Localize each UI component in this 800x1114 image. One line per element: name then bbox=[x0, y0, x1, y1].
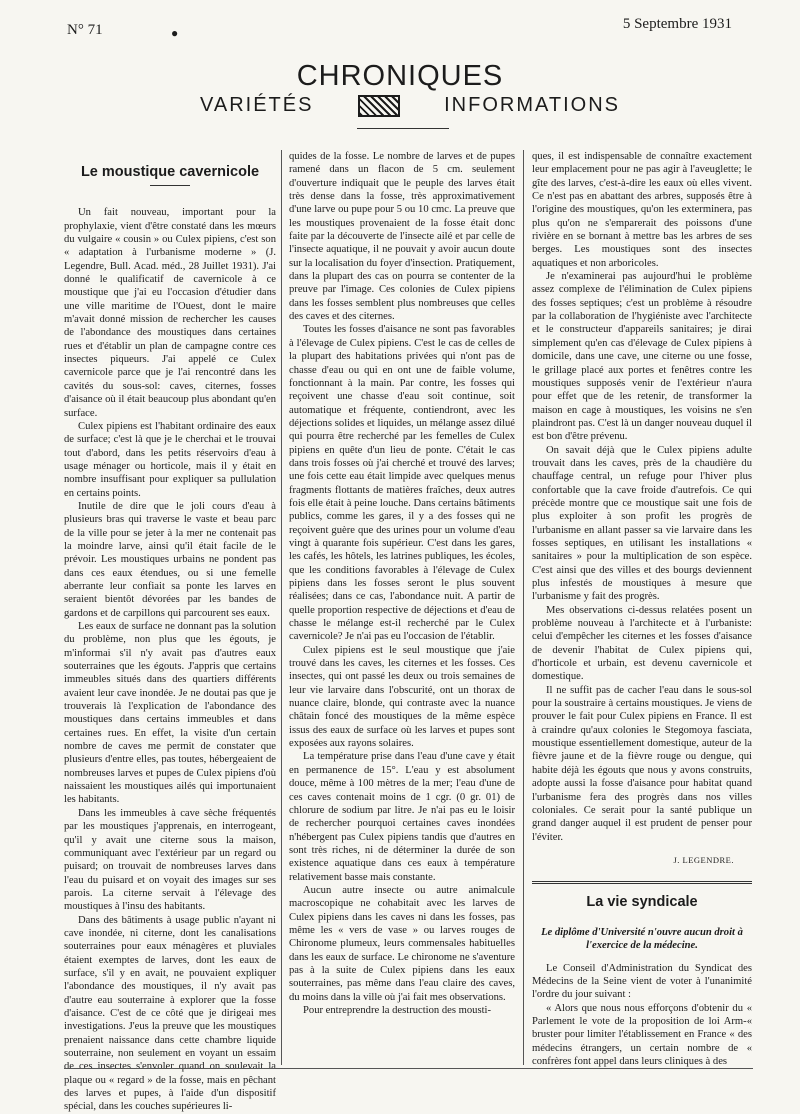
paragraph: Mes observations ci-dessus relatées posent un problème nouveau à l'architecte et à l'urbaniste: celui d'empêcher les citernes et les fosses d'aisance de devenir l'habitat de Culex pipiens qui, d'horticole et urbain, est devenu cavernicole et domestique. bbox=[532, 604, 752, 683]
paragraph: Le Conseil d'Administration du Syndicat des Médecins de la Seine vient de voter à l'unanimité l'ordre du jour suivant : bbox=[532, 962, 752, 1001]
column-2 bbox=[289, 150, 515, 1017]
author-signature: J. LEGENDRE. bbox=[673, 854, 734, 865]
paragraph: Pour entreprendre la destruction des mousti- bbox=[303, 1005, 491, 1016]
masthead-chroniques: CHRONIQUES bbox=[296, 60, 504, 92]
issue-number: N° 71 bbox=[67, 22, 103, 38]
section-title: La vie syndicale bbox=[586, 894, 698, 911]
article-title: Le moustique cavernicole bbox=[80, 164, 260, 180]
paragraph: Il ne suffit pas de cacher l'eau dans le sous-sol pour la soustraire à certains moustiques. Je viens de prouver le fait pour Culex pipiens en France. Il est à craindre qu'aux colonies le Stegomoya fasciata, moustique essentiellement domestique, auteur de la fièvre jaune et de la fièvre rouge ou dengue, qui habite déjà les égouts que nous y avons construits, adopte aussi la fosse d'aisance pour habitat quand l'urbanisme fera des progrès dans nos villes coloniales. Ce serait pour la santé publique un grand danger auquel il est prudent de penser pour l'éviter. bbox=[532, 684, 752, 843]
paragraph: quides de la fosse. Le nombre de larves et de pupes ramené dans un flacon de 5 cm. seulement d'ouverture indiquait que le peuple des larves était très dense dans la fosse, très approximativement d'une larve ou pupe pour 5 ou 10 cmc. La preuve que les moustiques provenaient de la fosse était donc faite par la découverte de l'insecte ailé et par celle de l'insecte aquatique, il ne pouvait y avoir aucun doute sur la localisation du foyer d'insection. Pratiquement, dans la plupart des cas on pourra se contenter de la preuve par l'image. Ces colonies de Culex pipiens dans les fosses semblent plus nombreuses que celles des caves et des citernes. bbox=[289, 151, 515, 323]
paragraph: Je n'examinerai pas aujourd'hui le problème assez complexe de l'élimination de Culex pipiens des fosses septiques; c'est un problème à résoudre par la collaboration de l'hygiéniste avec l'architecte et le constructeur d'appareils sanitaires; je dirai simplement qu'en cas d'élevage de Culex pipiens à domicile, dans une cave, une citerne ou une fosse, le grillage placé aux portes et fenêtres contre les moustiques supposés venir de l'extérieur n'aura pour effet que de les retenir, de transformer la maison en cage à moustiques, les voisins ne s'en plaindront pas. C'est là un danger nouveau duquel il est bon d'être prévenu. bbox=[532, 271, 752, 443]
column-divider-1 bbox=[281, 150, 282, 1065]
paragraph: Culex pipiens est l'habitant ordinaire des eaux de surface; c'est là que je le cherchai et le trouvai tout d'abord, dans les petits réservoirs d'eau à usage ménager ou horticole, mais il y était en nombre insuffisant pour expliquer sa pullulation en certains points. bbox=[64, 420, 276, 499]
section-divider bbox=[532, 881, 752, 884]
column-1 bbox=[64, 148, 276, 1114]
page-header bbox=[0, 0, 800, 140]
paragraph: Un fait nouveau, important pour la prophylaxie, vient d'être constaté dans les mœurs du vulgaire « cousin » ou Culex pipiens, c'est son « adaptation à l'urbanisme moderne » (J. Legendre, Bull. Acad. méd., 28 Juillet 1931). J'ai donné le qualificatif de cavernicole à ce moustique que j'ai eu l'occasion d'étudier dans une ville maritime de l'Ouest, dont le maire m'avait donné mission de rechercher les causes de l'abondance des moustiques dans certaines rues et d'établir un plan de campagne contre ces insectes piqueurs. J'ai appelé ce Culex cavernicole parce que je l'ai rencontré dans les cavités du sous-sol: caves, citernes, fosses d'aisance où il était beaucoup plus abondant qu'en surface. bbox=[64, 207, 276, 419]
masthead-rule bbox=[357, 128, 449, 129]
masthead-varietes: VARIÉTÉS bbox=[200, 94, 314, 116]
masthead-informations: INFORMATIONS bbox=[444, 94, 620, 116]
column-divider-2 bbox=[523, 150, 524, 1065]
paragraph: Aucun autre insecte ou autre animalcule macroscopique ne cohabitait avec les larves de Culex pipiens dans les caves ni dans les fosses, pas même les « vers de vase » ou larves rouges de Chironome plumeux, leurs commensales habituelles dans les eaux de surface. Le chironome ne s'aventure pas à la suite de Culex pipiens dans les eaux souterraines, pas même dans l'eau claire des caves, du moins dans la ville où j'ai fait mes observations. bbox=[289, 884, 515, 1003]
ornament-dot: ● bbox=[171, 26, 179, 40]
page-bottom-rule bbox=[64, 1068, 753, 1069]
emblem-icon bbox=[358, 95, 400, 117]
column-3 bbox=[532, 150, 752, 1068]
paragraph: Toutes les fosses d'aisance ne sont pas favorables à l'élevage de Culex pipiens. C'est le cas de celles de la plupart des habitations privées qui n'ont pas de chasse d'eau ou qui en ont une de faible volume, fonctionnant à la main. Par contre, les fosses qui reçoivent une chasse d'eau soit continue, soit automatique et fréquente, contiendront, avec les déjections solides et liquides, un mélange assez dilué qui pourra être recherché par les femelles de Culex pipiens en quête d'un lieu de ponte. C'était le cas dans trois fosses où j'ai cherché et trouvé des larves; une fois cette eau était limpide avec quelques menus fragments flottants de matières fraîches, deux autres fois elle était à peine louche. Dans certains bâtiments publics, comme les gares, il y a des fosses qui ne reçoivent guère que des urines pour un volume d'eau vingt à quarante fois supérieur. C'est dans les gares, les cafés, les hôtels, les latrines publiques, les écoles, que les conditions favorables à l'élevage de Culex pipiens dans les fosses seront le plus souvent réalisées; dans ce cas, l'abondance nuit. A partir de quelle proportion respective de déjections et d'eau de chasse le mélange est-il recherché par le Culex cavernicole? Je n'ai pas eu l'occasion de l'établir. bbox=[289, 324, 515, 643]
paragraph: Dans les immeubles à cave sèche fréquentés par les moustiques j'apprenais, en interrogeant, qu'il y avait une citerne sous la maison, communiquant avec l'extérieur par un regard ou puisard; on trouvait de nombreuses larves dans l'eau du puisard et on voyait des images sur ses parois. La citerne servait à l'élevage des moustiques à l'insu des habitants. bbox=[64, 807, 276, 913]
issue-date: 5 Septembre 1931 bbox=[622, 16, 732, 32]
quoted-motion: « Alors que nous nous efforçons d'obtenir du « Parlement le vote de la proposition de loi Arm-« bruster pour limiter l'établissement en France « des médecins étrangers, un certain nombre de « confrères font appel dans leurs cliniques à des bbox=[532, 1002, 752, 1067]
masthead-sub bbox=[200, 94, 620, 117]
paragraph: La température prise dans l'eau d'une cave y était en permanence de 15°. L'eau y est absolument douce, même à 100 mètres de la mer; l'eau d'une de ces caves contenait moins de 1 cgr. (0 gr. 01) de chlorure de sodium par litre. Je n'ai pas eu le loisir de rechercher pourquoi certaines caves inondées n'hébergent pas Culex pipiens tandis que d'autres en sont très riches, ni de déterminer la durée de son existence aquatique dans ces eaux à température relativement basse mais constante. bbox=[289, 751, 515, 883]
paragraph: Culex pipiens est le seul moustique que j'aie trouvé dans les caves, les citernes et les fosses. Ces insectes, qui ont passé les deux ou trois semaines de leur vie larvaire dans l'obscurité, ont un thorax de nuance claire, blonde, qui contraste avec la nuance châtain foncé des moustiques de la même espèce issus des eaux de surface où les larves et pupes sont exposées aux rayons solaires. bbox=[289, 644, 515, 750]
paragraph: ques, il est indispensable de connaître exactement leur emplacement pour ne pas agir à l'aveuglette; le gîte des larves, c'est-à-dire les eaux où elles vivent. Ce n'est pas en abattant des arbres, supposés être à l'origine des moustiques, qu'on les exterminera, pas plus qu'on ne s'emparerait des poissons d'une rivière en se bornant à mettre bas les arbres de ses berges. Les moustiques sont des insectes aquatiques et non arboricoles. bbox=[532, 151, 752, 269]
title-rule bbox=[150, 185, 190, 186]
paragraph: Inutile de dire que le joli cours d'eau à plusieurs bras qui traverse le vaste et beau parc de la ville pour se jeter à la mer ne contenait pas la moindre larve, ainsi qu'il était facile de le prévoir. Les moustiques urbains ne pondent pas dans ces eaux étendues, ou si une femelle aberrante leur confiait sa ponte les larves en seraient bientôt dévorées par les bandes de gardons et de carpillons qui parcourent ses eaux. bbox=[64, 500, 276, 619]
section-subhead: Le diplôme d'Université n'ouvre aucun droit à l'exercice de la médecine. bbox=[541, 926, 743, 951]
paragraph: Les eaux de surface ne donnant pas la solution du problème, non plus que les égouts, je m'informai s'il n'y avait pas d'autres eaux souterraines que les égouts. J'appris que certains immeubles situés dans des quartiers différents avaient leur cave inondée. Je ne doutai pas que je trouverais là l'explication de l'abondance des moustiques dans certains immeubles et dans certaines rues. En effet, la visite d'un certain nombre de caves me permit de constater que plusieurs d'entre elles, pas toutes, hébergeaient de nombreuses larves et pupes de Culex pipiens d'où naissaient les moustiques ailés qui importunaient les habitants. bbox=[64, 621, 276, 806]
paragraph: Dans des bâtiments à usage public n'ayant ni cave inondée, ni citerne, dont les canalisations souterraines pour eaux ménagères et pluviales étaient exemptes de larves, dont les eaux de surface, s'il y en avait, ne pouvaient expliquer l'abondance des moustiques, il n'y avait pas d'autre eau souterraine à explorer que la fosse d'aisance. C'est de ce côté que je dirigeai mes investigations. J'eus la preuve que les moustiques prenaient naissance dans cette chambre liquide souterraine, non seulement en voyant un essaim de ces insectes s'envoler quand on soulevait la plaque ou « regard » de la fosse, mais en pêchant des larves et pupes, à l'aide d'un dispositif spécial, dans les couches supérieures li- bbox=[64, 914, 276, 1113]
paragraph: On savait déjà que le Culex pipiens adulte trouvait dans les caves, près de la chaudière du chauffage central, un refuge pour l'hiver plus confortable que la cave froide d'autrefois. Ce qui précède montre que ce moustique sait une fois de plus exploiter à son profit les progrès de l'urbanisme en allant passer sa vie larvaire dans les fosses septiques, en utilisant les installations « sanitaires » pour la multiplication de son espèce. C'est ainsi que des villes et des bourgs deviennent plus infestés de moustiques à mesure que l'urbanisme y fait des progrès. bbox=[532, 444, 752, 603]
